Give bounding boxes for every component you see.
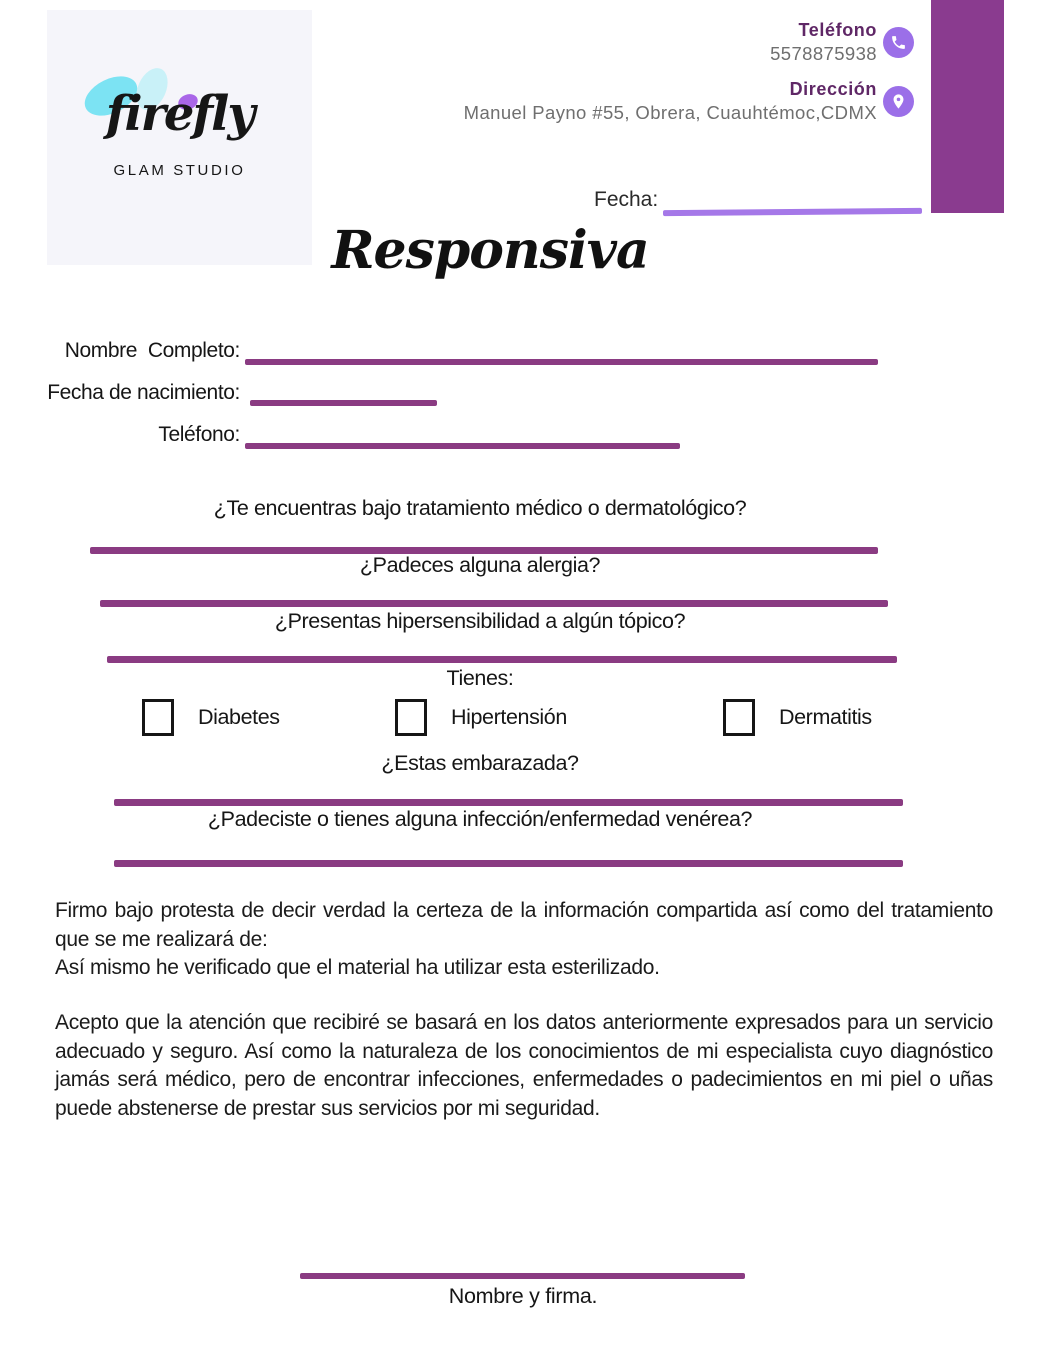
answer-line-venereal-disease[interactable] <box>114 860 903 867</box>
conditions-label: Tienes: <box>446 666 514 690</box>
birthdate-label: Fecha de nacimiento: <box>47 381 240 404</box>
condition-option-dermatitis <box>723 699 872 736</box>
date-label: Fecha: <box>594 188 659 211</box>
birthdate-input-line[interactable] <box>250 400 437 406</box>
declaration-sterilized: Así mismo he verificado que el material ha utilizar esta esterilizado. <box>55 956 660 980</box>
full-name-label: Nombre Completo: <box>64 339 240 362</box>
question-hypersensitivity: ¿Presentas hipersensibilidad a algún tópico? <box>274 609 686 633</box>
hipertension-checkbox[interactable] <box>395 699 427 736</box>
declaration-block-1 <box>55 897 993 983</box>
address-value: Manuel Payno #55, Obrera, Cuauhtémoc,CDMX <box>463 102 877 123</box>
diabetes-label: Diabetes <box>198 705 280 729</box>
question-medical-treatment: ¿Te encuentras bajo tratamiento médico o dermatológico? <box>213 496 747 520</box>
brand-tagline: GLAM STUDIO <box>113 162 246 179</box>
answer-line-allergy[interactable] <box>100 600 888 607</box>
phone-label: Teléfono <box>798 20 877 40</box>
contact-address <box>464 79 914 124</box>
date-input-line[interactable] <box>663 208 922 216</box>
brand-name: firefly <box>105 86 254 142</box>
question-allergy: ¿Padeces alguna alergia? <box>359 553 601 577</box>
phone-field-label: Teléfono: <box>158 423 240 446</box>
condition-option-hipertension <box>395 699 567 736</box>
phone-number: 5578875938 <box>770 43 877 64</box>
decorative-side-bar <box>931 0 1004 213</box>
question-venereal-disease: ¿Padeciste o tienes alguna infección/enfermedad venérea? <box>207 807 753 831</box>
answer-line-pregnant[interactable] <box>114 799 903 806</box>
declaration-oath: Firmo bajo protesta de decir verdad la certeza de la información compartida así como del tratamiento que se me realizará de: <box>55 899 993 951</box>
address-label: Dirección <box>789 79 877 99</box>
question-pregnant: ¿Estas embarazada? <box>381 751 579 775</box>
phone-input-line[interactable] <box>245 443 680 449</box>
signature-label: Nombre y firma. <box>448 1284 598 1308</box>
declaration-acceptance: Acepto que la atención que recibiré se basará en los datos anteriormente expresados para un servicio adecuado y seguro. Así como la naturaleza de los conocimientos de mi especialista cuyo diagnóstico jamás será médico, pero de encontrar infecciones, enfermedades o padecimientos en mi piel o uñas puede abstenerse de prestar sus servicios por mi seguridad. <box>55 1011 993 1120</box>
condition-option-diabetes <box>142 699 280 736</box>
hipertension-label: Hipertensión <box>451 705 567 729</box>
signature-line[interactable] <box>300 1273 745 1279</box>
location-pin-icon <box>883 86 914 117</box>
full-name-input-line[interactable] <box>245 359 878 365</box>
contact-phone <box>770 20 914 65</box>
page-title: Responsiva <box>331 220 649 281</box>
dermatitis-checkbox[interactable] <box>723 699 755 736</box>
diabetes-checkbox[interactable] <box>142 699 174 736</box>
dermatitis-label: Dermatitis <box>779 705 872 729</box>
phone-icon <box>883 27 914 58</box>
answer-line-hypersensitivity[interactable] <box>107 656 897 663</box>
